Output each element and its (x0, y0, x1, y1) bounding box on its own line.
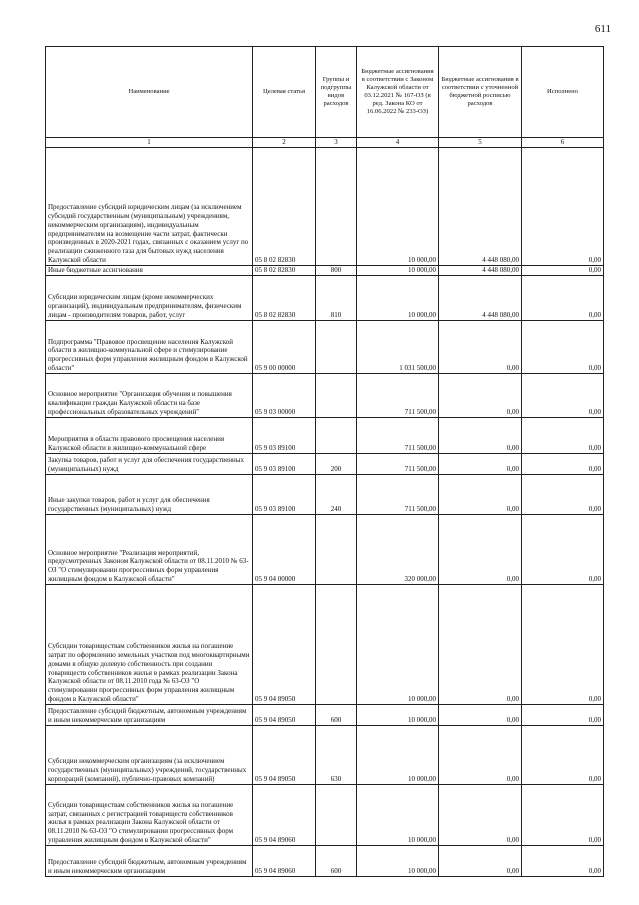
row-law-amount: 10 000,00 (357, 148, 439, 266)
header-executed: Исполнено (522, 47, 604, 138)
row-law-amount: 10 000,00 (357, 705, 439, 726)
row-code: 05 9 04 89050 (253, 726, 316, 785)
row-executed-amount: 0,00 (522, 454, 604, 475)
row-code: 05 9 04 89050 (253, 585, 316, 705)
table-row (46, 475, 604, 515)
header-law-allocations: Бюджетные ассигнования в соответствии с Законом Калужской области от 03.12.2021 № 167-ОЗ (в ред. Закона КО от 16.06.2022 № 233-ОЗ) (357, 47, 439, 138)
row-group (316, 785, 357, 846)
row-executed-amount: 0,00 (522, 515, 604, 585)
row-name: Субсидии товариществам собственников жилья на погашение затрат по оформлению земельных участков под многоквартирными домами в общую долевую собственность при создании товариществ собственников жилья в рамках реализации Закона Калужской области от 08.11.2010 года № 63-ОЗ "О стимулировании прогрессивных форм управления жилищным фондом в Калужской области" (46, 585, 253, 705)
row-code: 05 9 03 89100 (253, 418, 316, 454)
column-number: 3 (316, 138, 357, 148)
row-roll-amount: 0,00 (439, 705, 522, 726)
header-budget-roll: Бюджетные ассигнования в соответствии с уточненной бюджетной росписью расходов (439, 47, 522, 138)
table-row (46, 585, 604, 705)
row-group (316, 585, 357, 705)
row-executed-amount: 0,00 (522, 321, 604, 374)
table-row (46, 846, 604, 877)
table-row (46, 418, 604, 454)
row-roll-amount: 4 448 080,00 (439, 148, 522, 266)
row-code: 05 8 02 82830 (253, 266, 316, 276)
row-executed-amount: 0,00 (522, 726, 604, 785)
row-roll-amount: 0,00 (439, 585, 522, 705)
row-name: Предоставление субсидий бюджетным, автономным учреждениям и иным некоммерческим организациям (46, 705, 253, 726)
row-group: 800 (316, 266, 357, 276)
row-roll-amount: 4 448 080,00 (439, 266, 522, 276)
row-name: Субсидии некоммерческим организациям (за исключением государственных (муниципальных) учреждений, государственных корпораций (компаний), публично-правовых компаний) (46, 726, 253, 785)
row-group: 600 (316, 846, 357, 877)
row-executed-amount: 0,00 (522, 266, 604, 276)
row-code: 05 8 02 82830 (253, 276, 316, 321)
row-code: 05 8 02 82830 (253, 148, 316, 266)
row-executed-amount: 0,00 (522, 846, 604, 877)
table-row (46, 515, 604, 585)
row-roll-amount: 0,00 (439, 374, 522, 418)
row-name: Предоставление субсидий юридическим лицам (за исключением субсидий государственным (муниципальным) учреждениям, некоммерческим организациям), индивидуальным предпринимателям на возмещение части затрат, фактически произведенных в 2020-2021 годах, связанных с оказанием услуг по реализации сжиженного газа для бытовых нужд населения Калужской области (46, 148, 253, 266)
table-row (46, 374, 604, 418)
row-group: 810 (316, 276, 357, 321)
column-number-row (46, 138, 604, 148)
row-name: Иные бюджетные ассигнования (46, 266, 253, 276)
page-number: 611 (594, 23, 611, 35)
row-law-amount: 711 500,00 (357, 475, 439, 515)
row-law-amount: 10 000,00 (357, 785, 439, 846)
row-code: 05 9 03 00000 (253, 374, 316, 418)
row-roll-amount: 4 448 080,00 (439, 276, 522, 321)
header-name: Наименование (46, 47, 253, 138)
row-group: 200 (316, 454, 357, 475)
row-name: Закупка товаров, работ и услуг для обеспечения государственных (муниципальных) нужд (46, 454, 253, 475)
column-number: 2 (253, 138, 316, 148)
budget-table (45, 46, 604, 877)
row-roll-amount: 0,00 (439, 785, 522, 846)
table-row (46, 454, 604, 475)
row-code: 05 9 04 89060 (253, 785, 316, 846)
column-number: 1 (46, 138, 253, 148)
row-code: 05 9 00 00000 (253, 321, 316, 374)
table-row (46, 785, 604, 846)
row-law-amount: 10 000,00 (357, 266, 439, 276)
row-law-amount: 10 000,00 (357, 276, 439, 321)
row-executed-amount: 0,00 (522, 785, 604, 846)
row-law-amount: 320 000,00 (357, 515, 439, 585)
row-executed-amount: 0,00 (522, 276, 604, 321)
row-roll-amount: 0,00 (439, 454, 522, 475)
row-law-amount: 711 500,00 (357, 418, 439, 454)
row-group (316, 148, 357, 266)
row-name: Иные закупки товаров, работ и услуг для обеспечения государственных (муниципальных) нужд (46, 475, 253, 515)
row-name: Предоставление субсидий бюджетным, автономным учреждениям и иным некоммерческим организациям (46, 846, 253, 877)
row-name: Субсидии товариществам собственников жилья на погашение затрат, связанных с регистрацией товариществ собственников жилья в рамках реализации Закона Калужской области от 08.11.2010 № 63-ОЗ "О стимулировании прогрессивных форм управления жилищным фондом в Калужской области" (46, 785, 253, 846)
row-law-amount: 711 500,00 (357, 374, 439, 418)
row-group: 600 (316, 705, 357, 726)
row-executed-amount: 0,00 (522, 705, 604, 726)
table-row (46, 726, 604, 785)
row-roll-amount: 0,00 (439, 846, 522, 877)
row-law-amount: 1 031 500,00 (357, 321, 439, 374)
row-roll-amount: 0,00 (439, 321, 522, 374)
row-executed-amount: 0,00 (522, 475, 604, 515)
table-body (46, 148, 604, 877)
row-code: 05 9 03 89100 (253, 475, 316, 515)
row-executed-amount: 0,00 (522, 418, 604, 454)
row-name: Основное мероприятие "Организация обучения и повышения квалификации граждан Калужской области на базе профессиональных образовательных учреждений" (46, 374, 253, 418)
row-code: 05 9 04 89050 (253, 705, 316, 726)
row-executed-amount: 0,00 (522, 374, 604, 418)
row-law-amount: 10 000,00 (357, 726, 439, 785)
row-roll-amount: 0,00 (439, 515, 522, 585)
row-group (316, 418, 357, 454)
row-name: Основное мероприятие "Реализация мероприятий, предусмотренных Законом Калужской области от 08.11.2010 № 63-ОЗ "О стимулировании прогрессивных форм управления жилищным фондом в Калужской области" (46, 515, 253, 585)
row-group (316, 374, 357, 418)
header-expense-groups: Группы и подгруппы видов расходов (316, 47, 357, 138)
table-row (46, 276, 604, 321)
column-number: 5 (439, 138, 522, 148)
row-name: Мероприятия в области правового просвещения населения Калужской области в жилищно-коммунальной сфере (46, 418, 253, 454)
column-number: 6 (522, 138, 604, 148)
table-row (46, 321, 604, 374)
column-number: 4 (357, 138, 439, 148)
row-law-amount: 711 500,00 (357, 454, 439, 475)
row-law-amount: 10 000,00 (357, 585, 439, 705)
header-target-article: Целевая статья (253, 47, 316, 138)
row-code: 05 9 04 00000 (253, 515, 316, 585)
row-group (316, 321, 357, 374)
row-code: 05 9 04 89060 (253, 846, 316, 877)
table-row (46, 266, 604, 276)
row-name: Подпрограмма "Правовое просвещение населения Калужской области в жилищно-коммунальной сфере и стимулирование прогрессивных форм управления жилищным фондом в Калужской области" (46, 321, 253, 374)
row-group: 240 (316, 475, 357, 515)
row-roll-amount: 0,00 (439, 475, 522, 515)
row-code: 05 9 03 89100 (253, 454, 316, 475)
row-roll-amount: 0,00 (439, 418, 522, 454)
table-row (46, 148, 604, 266)
header-row (46, 47, 604, 138)
row-roll-amount: 0,00 (439, 726, 522, 785)
row-executed-amount: 0,00 (522, 148, 604, 266)
row-name: Субсидии юридическим лицам (кроме некоммерческих организаций), индивидуальным предпринимателям, физическим лицам - производителям товаров, работ, услуг (46, 276, 253, 321)
row-group (316, 515, 357, 585)
row-group: 630 (316, 726, 357, 785)
row-law-amount: 10 000,00 (357, 846, 439, 877)
table-row (46, 705, 604, 726)
row-executed-amount: 0,00 (522, 585, 604, 705)
